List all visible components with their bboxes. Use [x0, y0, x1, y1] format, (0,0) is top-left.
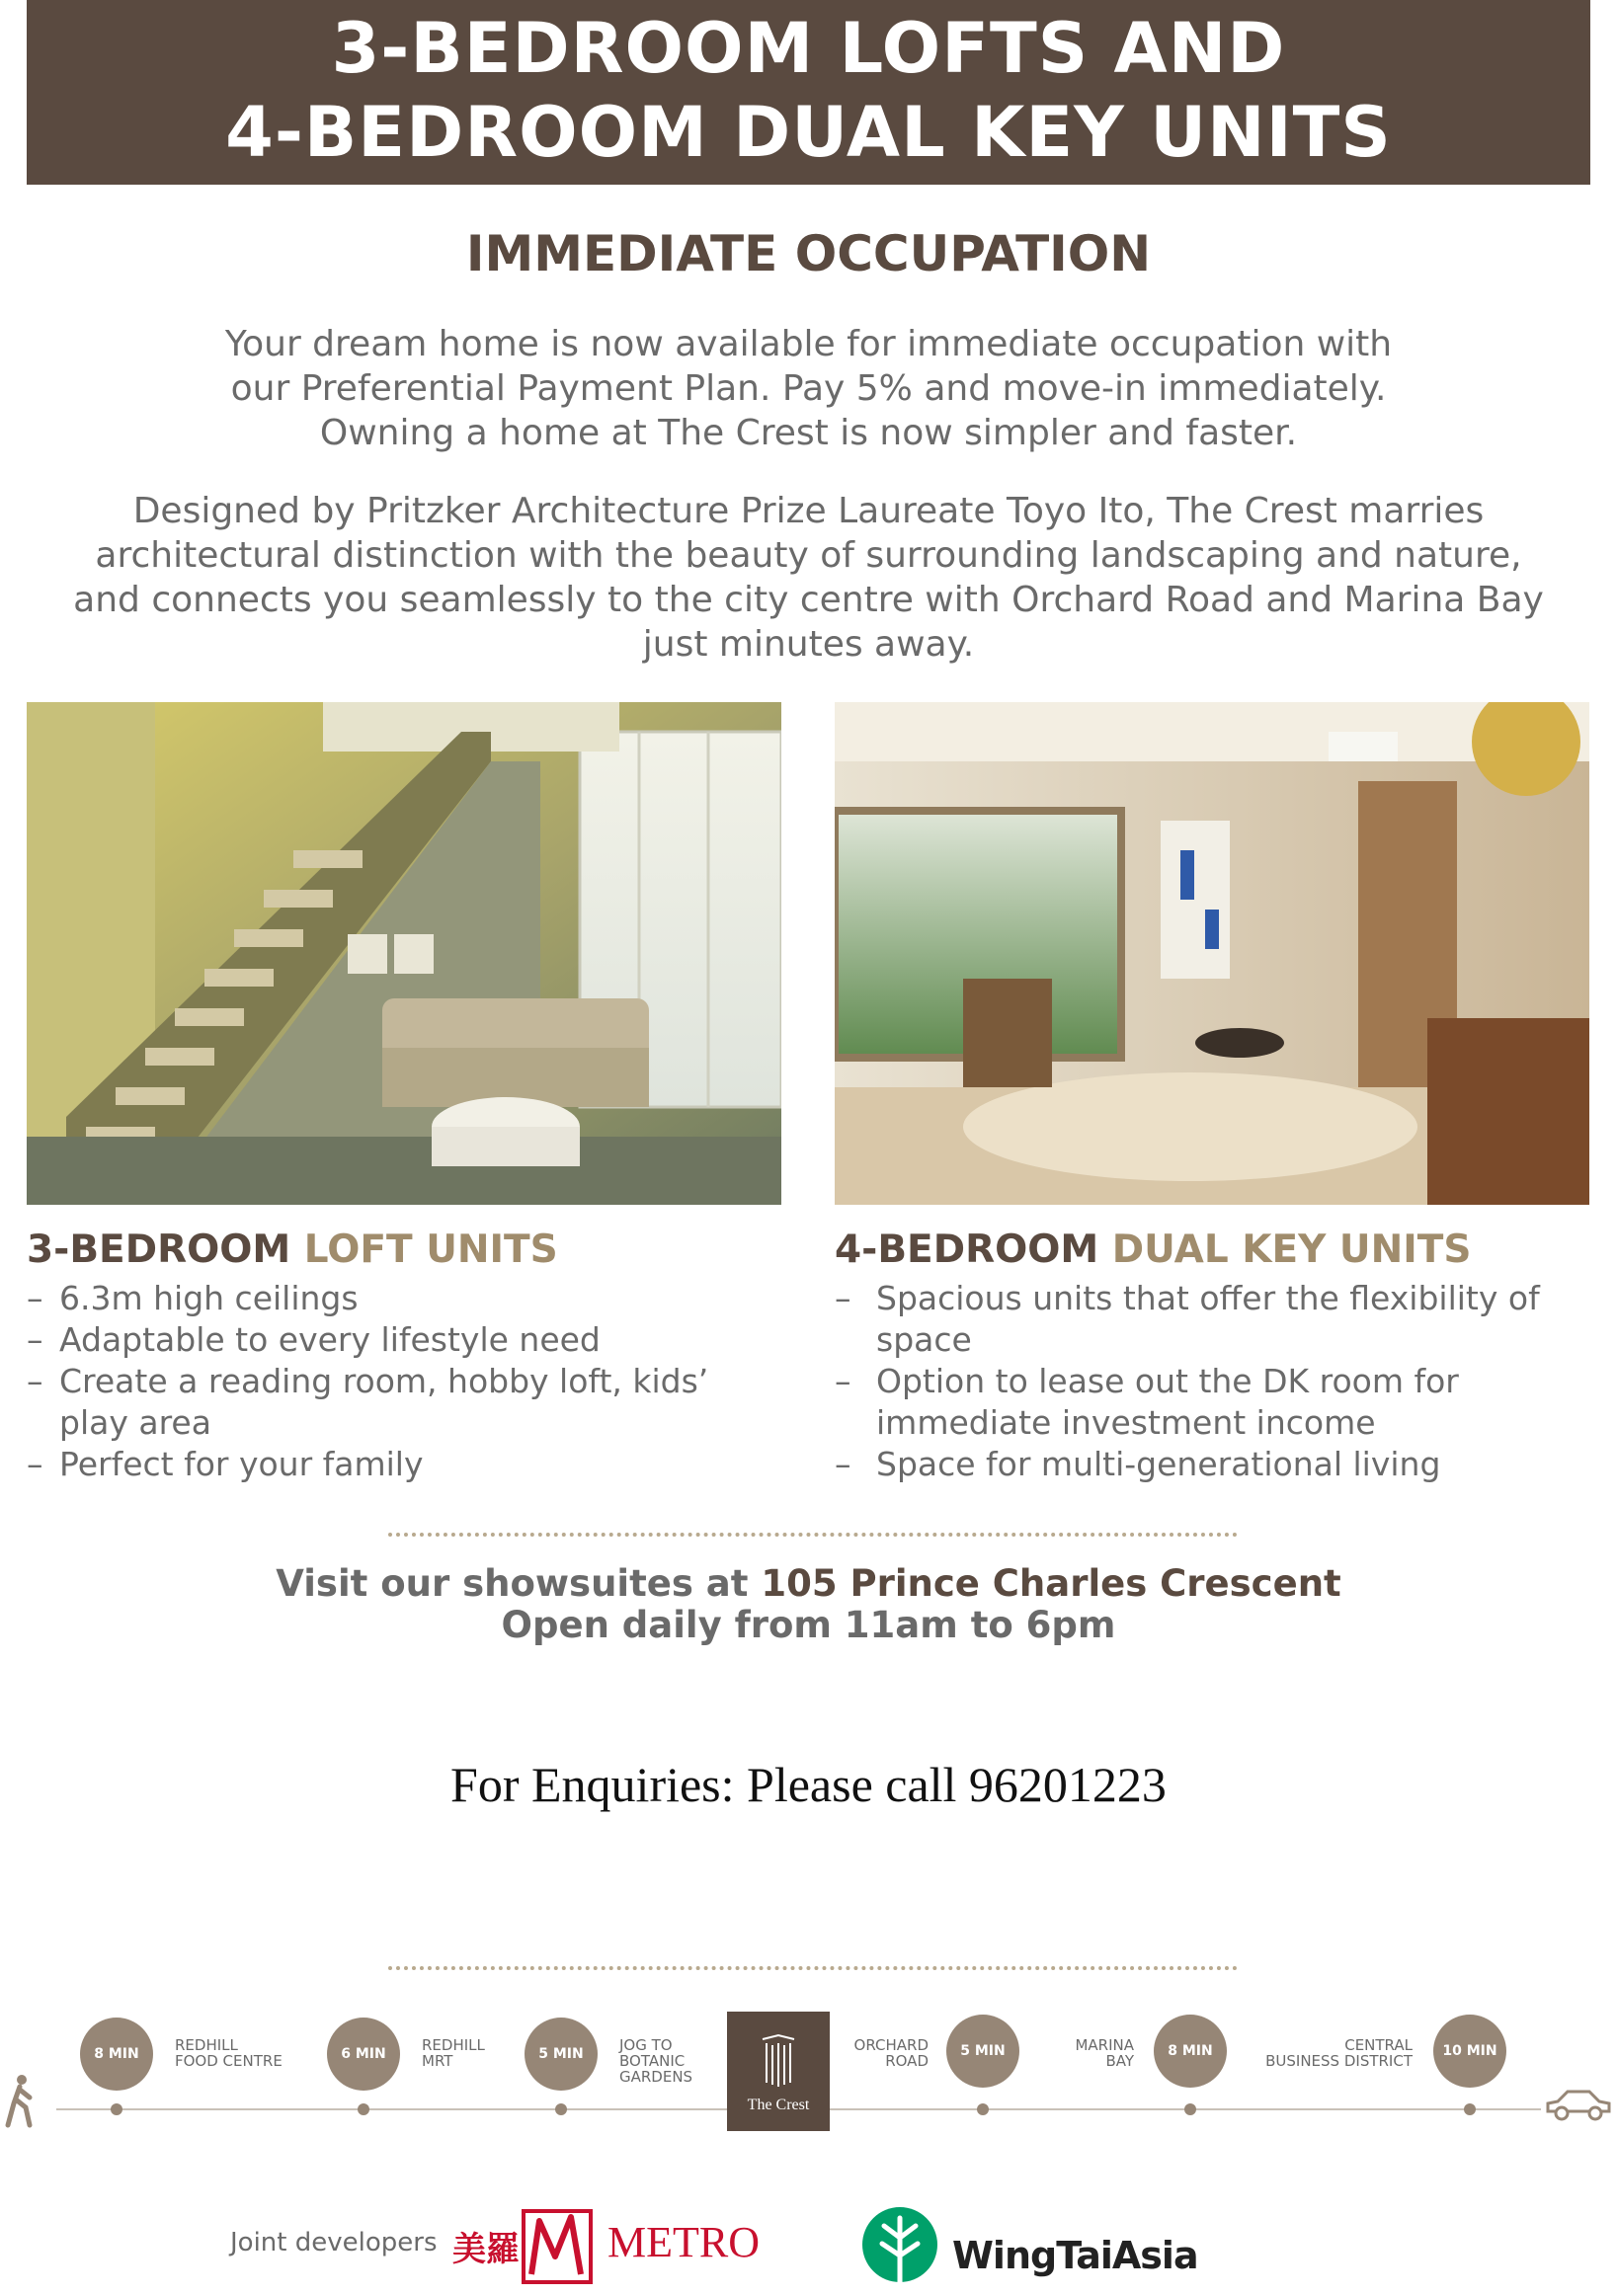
loft-units-section	[27, 1227, 781, 1485]
joint-developers-label: Joint developers	[230, 2228, 438, 2257]
timeline-stop	[1184, 2103, 1196, 2115]
header-banner	[27, 0, 1590, 185]
timeline-stop	[358, 2103, 369, 2115]
loft-unit-photo	[27, 702, 781, 1205]
dual-key-features-list	[835, 1278, 1566, 1485]
wingtai-leaf-icon	[860, 2198, 939, 2296]
metro-chinese-name: 美羅	[452, 2230, 520, 2269]
subheading: IMMEDIATE OCCUPATION	[465, 225, 1152, 282]
timeline-stop	[977, 2103, 989, 2115]
dual-key-unit-photo	[835, 702, 1589, 1205]
location-label: CENTRAL BUSINESS DISTRICT	[1265, 2036, 1413, 2070]
crest-logo-icon	[759, 2033, 798, 2089]
car-icon	[1544, 2084, 1613, 2128]
dual-key-units-title-dark: 4-BEDROOM	[835, 1227, 1112, 1272]
metro-logo-icon	[522, 2207, 593, 2291]
timeline-stop	[1464, 2103, 1476, 2115]
dual-key-units-title	[835, 1227, 1589, 1272]
intro-line: Designed by Pritzker Architecture Prize Laureate Toyo Ito, The Crest marries	[132, 491, 1485, 531]
wingtai-name: WingTaiAsia	[952, 2234, 1198, 2277]
feature-item: – Adaptable to every lifestyle need	[27, 1319, 738, 1361]
time-badge: 6 MIN	[327, 2018, 400, 2091]
feature-item: – Create a reading room, hobby loft, kids’ play area	[27, 1361, 731, 1444]
visit-address: 105 Prince Charles Crescent	[761, 1562, 1341, 1605]
location-label: REDHILL MRT	[422, 2036, 485, 2070]
loft-units-title-gold: LOFT UNITS	[303, 1227, 558, 1272]
location-label: REDHILL FOOD CENTRE	[175, 2036, 283, 2070]
location-label: MARINA BAY	[1075, 2036, 1134, 2070]
location-label: JOG TO BOTANIC GARDENS	[619, 2036, 693, 2086]
dotted-divider	[388, 1966, 1238, 1970]
time-badge: 5 MIN	[946, 2015, 1019, 2088]
banner-title-line2: 4-BEDROOM DUAL KEY UNITS	[225, 92, 1392, 173]
walking-person-icon	[4, 2074, 36, 2134]
intro-line: just minutes away.	[642, 624, 975, 665]
visit-prefix: Visit our showsuites at	[276, 1562, 762, 1605]
timeline-stop	[111, 2103, 122, 2115]
crest-name: The Crest	[747, 2097, 810, 2113]
intro-line: Your dream home is now available for immediate occupation with	[224, 324, 1393, 364]
loft-features-list	[27, 1278, 738, 1485]
location-label: ORCHARD ROAD	[853, 2036, 929, 2070]
timeline-stop	[555, 2103, 567, 2115]
intro-line: and connects you seamlessly to the city centre with Orchard Road and Marina Bay	[73, 580, 1544, 620]
loft-units-title	[27, 1227, 781, 1272]
intro-paragraph-1	[40, 322, 1577, 455]
metro-name: METRO	[607, 2218, 760, 2266]
feature-item: – Option to lease out the DK room for immediate investment income	[835, 1361, 1508, 1444]
time-badge: 5 MIN	[525, 2018, 598, 2091]
dotted-divider	[388, 1533, 1238, 1537]
intro-line: our Preferential Payment Plan. Pay 5% and move-in immediately.	[230, 368, 1387, 409]
dual-key-units-section	[835, 1227, 1589, 1485]
feature-item: – 6.3m high ceilings	[27, 1278, 738, 1319]
feature-item: – Spacious units that offer the flexibility of space	[835, 1278, 1566, 1361]
loft-units-title-dark: 3-BEDROOM	[27, 1227, 304, 1272]
time-badge: 10 MIN	[1433, 2015, 1506, 2088]
dual-key-units-title-gold: DUAL KEY UNITS	[1111, 1227, 1472, 1272]
feature-item: – Space for multi-generational living	[835, 1444, 1566, 1485]
intro-paragraph-2	[40, 489, 1577, 667]
banner-title-line1: 3-BEDROOM LOFTS AND	[331, 8, 1286, 89]
the-crest-marker	[727, 2012, 830, 2131]
time-badge: 8 MIN	[80, 2018, 153, 2091]
feature-item: – Perfect for your family	[27, 1444, 738, 1485]
enquiries-line: For Enquiries: Please call 96201223	[450, 1757, 1167, 1812]
intro-line: architectural distinction with the beauty of surrounding landscaping and nature,	[95, 535, 1522, 576]
time-badge: 8 MIN	[1154, 2015, 1227, 2088]
intro-line: Owning a home at The Crest is now simpler and faster.	[319, 413, 1298, 453]
showsuite-address	[0, 1563, 1617, 1605]
showsuite-hours: Open daily from 11am to 6pm	[501, 1604, 1116, 1646]
